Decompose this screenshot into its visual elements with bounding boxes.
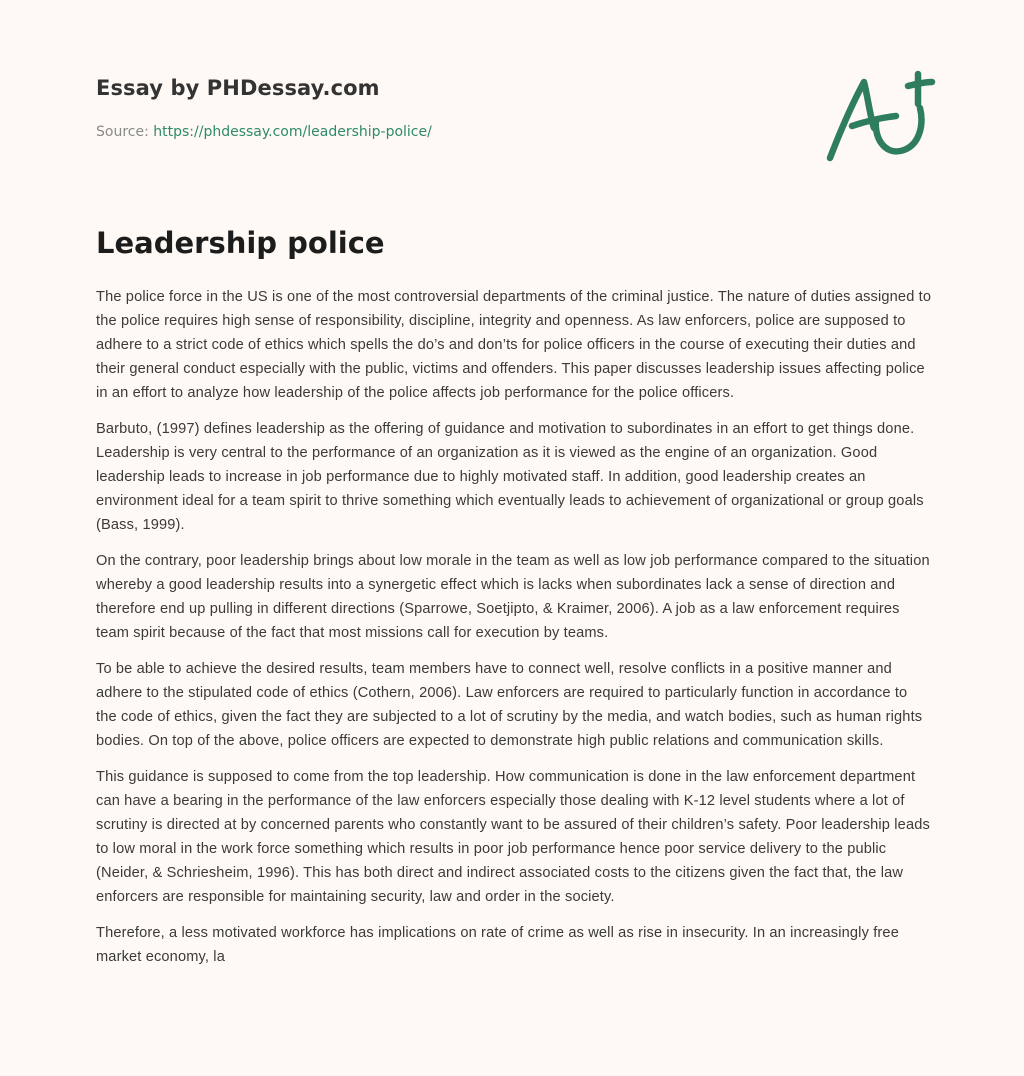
essay-paragraph: On the contrary, poor leadership brings about low morale in the team as well as low job performance compared to the situation whereby a good leadership results into a synergetic effect which is lacks when subordinates lack a sense of direction and therefore end up pulling in different directions (Sparrowe, Soetjipto, & Kraimer, 2006). A job as a law enforcement requires team spirit because of the fact that most missions call for execution by teams. <box>96 553 930 641</box>
essay-paragraph: This guidance is supposed to come from the top leadership. How communication is done in the law enforcement department can have a bearing in the performance of the law enforcers especially those dealing with K-12 level students where a lot of scrutiny is directed at by concerned parents who constantly want to be assured of their children’s safety. Poor leadership leads to low moral in the work force something which results in poor job performance hence poor service delivery to the public (Neider, & Schriesheim, 1996). This has both direct and indirect associated costs to the citizens given the fact that, the law enforcers are responsible for maintaining security, law and order in the society. <box>96 769 930 905</box>
essay-title: Leadership police <box>96 226 385 260</box>
source-link[interactable]: https://phdessay.com/leadership-police/ <box>153 124 432 140</box>
essay-body <box>96 285 932 981</box>
a-plus-grade-icon <box>818 62 938 172</box>
essay-paragraph: Therefore, a less motivated workforce has implications on rate of crime as well as rise in insecurity. In an increasingly free market economy, la <box>96 925 899 965</box>
essay-paragraph: To be able to achieve the desired results, team members have to connect well, resolve conflicts in a positive manner and adhere to the stipulated code of ethics (Cothern, 2006). Law enforcers are required to particularly function in accordance to the code of ethics, given the fact they are subjected to a lot of scrutiny by the media, and watch bodies, such as human rights bodies. On top of the above, police officers are expected to demonstrate high public relations and communication skills. <box>96 661 923 749</box>
source-line <box>96 124 432 140</box>
essay-paragraph: Barbuto, (1997) defines leadership as the offering of guidance and motivation to subordinates in an effort to get things done. Leadership is very central to the performance of an organization as it is viewed as the engine of an organization. Good leadership leads to increase in job performance due to highly motivated staff. In addition, good leadership creates an environment ideal for a team spirit to thrive something which eventually leads to achievement of organizational or group goals (Bass, 1999). <box>96 421 924 533</box>
source-label: Source: <box>96 124 149 140</box>
essay-paragraph: The police force in the US is one of the most controversial departments of the criminal justice. The nature of duties assigned to the police requires high sense of responsibility, discipline, integrity and openness. As law enforcers, police are supposed to adhere to a strict code of ethics which spells the do’s and don’ts for police officers in the course of executing their duties and their general conduct especially with the public, victims and offenders. This paper discusses leadership issues affecting police in an effort to analyze how leadership of the police affects job performance for the police officers. <box>96 289 932 401</box>
brand-title: Essay by PHDessay.com <box>96 76 380 100</box>
